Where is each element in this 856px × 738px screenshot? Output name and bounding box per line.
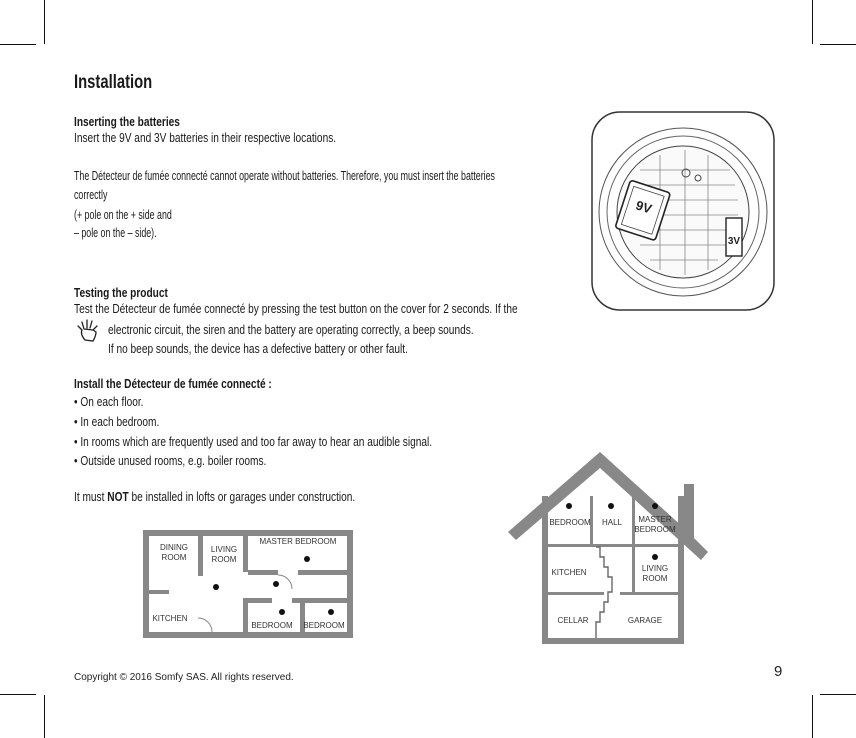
floorplan-label: DINING — [160, 543, 188, 552]
batteries-line: Insert the 9V and 3V batteries in their respective locations. — [74, 130, 337, 145]
crop-mark — [812, 695, 813, 738]
house-label: LIVING — [641, 564, 669, 573]
page-number: 9 — [774, 663, 783, 680]
copyright-footer: Copyright © 2016 Somfy SAS. All rights reserved. — [74, 672, 294, 683]
house-label: HALL — [601, 518, 623, 527]
batteries-heading: Inserting the batteries — [74, 114, 180, 129]
floorplan-label: BEDROOM — [251, 621, 293, 630]
crop-mark — [0, 44, 36, 45]
floor-plan-diagram — [140, 526, 358, 642]
floorplan-label: ROOM — [211, 555, 237, 564]
smoke-detector-illustration — [590, 110, 776, 314]
install-heading: Install the Détecteur de fumée connecté : — [74, 376, 272, 391]
house-label: KITCHEN — [551, 568, 587, 577]
crop-mark — [0, 694, 36, 695]
house-label: GARAGE — [627, 616, 663, 625]
batteries-line: – pole on the – side). — [74, 225, 157, 240]
house-diagram — [508, 452, 710, 646]
install-bullet: • On each floor. — [74, 394, 144, 409]
floorplan-label: BEDROOM — [303, 621, 345, 630]
testing-line: If no beep sounds, the device has a defective battery or other fault. — [108, 341, 408, 356]
crop-mark — [44, 0, 45, 44]
crop-mark — [812, 0, 813, 44]
battery-3v-label: 3V — [727, 236, 741, 247]
testing-heading: Testing the product — [74, 285, 168, 300]
warning-text: It must NOT be installed in lofts or garages under construction. — [74, 489, 356, 504]
install-bullet: • In rooms which are frequently used and too far away to hear an audible signal. — [74, 434, 433, 449]
crop-mark — [44, 695, 45, 738]
batteries-line: correctly — [74, 187, 108, 202]
battery-9v-label: 9V — [633, 197, 654, 217]
floorplan-label: ROOM — [161, 553, 187, 562]
testing-line: electronic circuit, the siren and the battery are operating correctly, a beep sounds. — [108, 322, 474, 337]
crop-mark — [820, 694, 856, 695]
testing-line: Test the Détecteur de fumée connecté by pressing the test button on the cover for 2 seconds. If the — [74, 301, 518, 316]
install-bullet: • Outside unused rooms, e.g. boiler rooms. — [74, 453, 267, 468]
batteries-line: (+ pole on the + side and — [74, 207, 172, 222]
house-label: MASTER — [638, 515, 672, 524]
house-label: CELLAR — [557, 616, 589, 625]
floorplan-label: MASTER BEDROOM — [259, 537, 337, 546]
install-bullet: • In each bedroom. — [74, 414, 160, 429]
crop-mark — [820, 44, 856, 45]
house-label: BEDROOM — [549, 518, 591, 527]
house-label: BEDROOM — [634, 525, 676, 534]
house-label: ROOM — [642, 574, 668, 583]
hand-icon — [76, 318, 104, 344]
floorplan-label: KITCHEN — [152, 614, 188, 623]
batteries-line: The Détecteur de fumée connecté cannot operate without batteries. Therefore, you must insert the batteries — [74, 168, 495, 183]
page-title: Installation — [74, 72, 153, 93]
floorplan-label: LIVING — [210, 545, 238, 554]
